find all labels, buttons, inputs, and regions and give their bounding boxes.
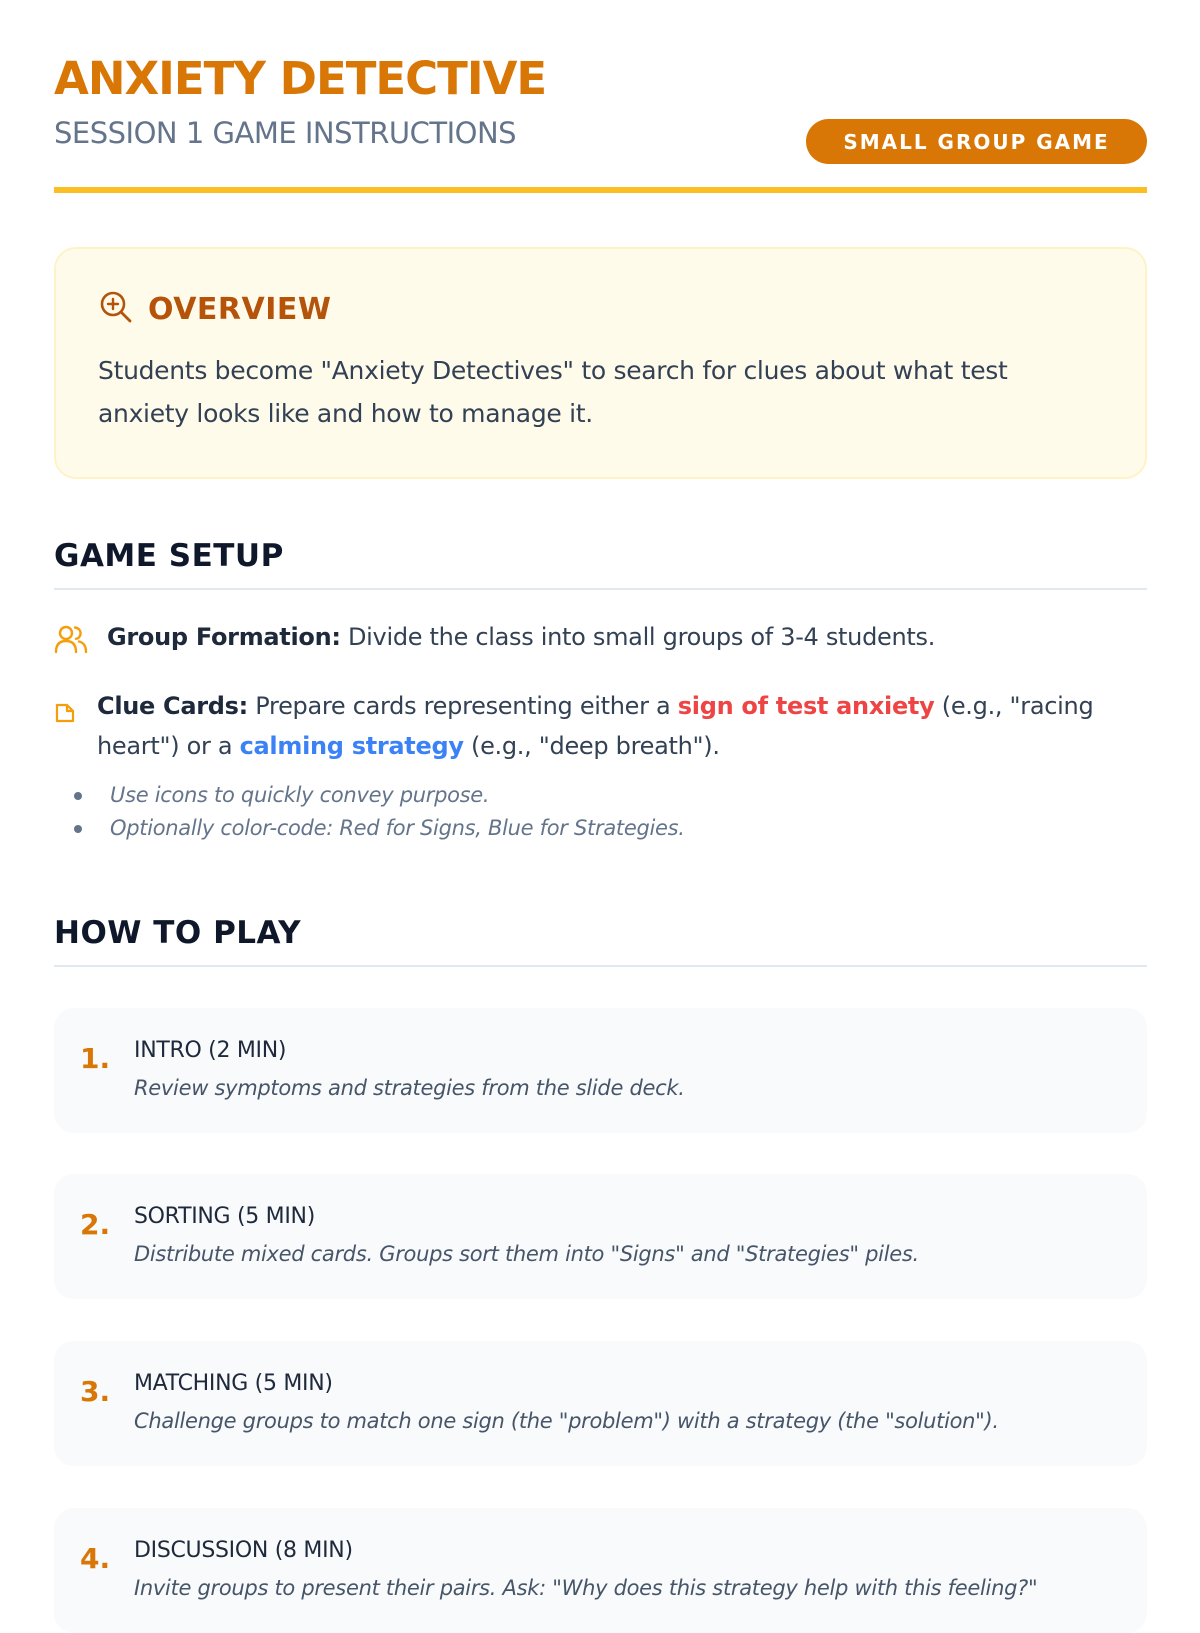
clue-cards-label: Clue Cards:: [97, 692, 248, 720]
step-number: 4.: [80, 1542, 111, 1575]
step-description: Invite groups to present their pairs. Ask: "Why does this strategy help with this feeling?": [134, 1576, 1038, 1600]
group-formation-label: Group Formation:: [107, 623, 341, 651]
users-icon: [54, 623, 88, 667]
magnifier-plus-icon: [98, 289, 134, 329]
overview-title: OVERVIEW: [148, 291, 332, 327]
list-item: Optionally color-code: Red for Signs, Blue for Strategies.: [110, 812, 685, 845]
step-card: [54, 1341, 1147, 1466]
step-number: 3.: [80, 1375, 111, 1408]
group-formation-item: [54, 617, 1147, 657]
strategy-term: calming strategy: [239, 732, 464, 760]
overview-text: Students become "Anxiety Detectives" to search for clues about what test anxiety looks like and how to manage it.: [98, 356, 1008, 428]
clue-cards-item: [54, 686, 1147, 766]
step-description: Challenge groups to match one sign (the "problem") with a strategy (the "solution").: [134, 1409, 999, 1433]
step-title: MATCHING (5 MIN): [134, 1371, 333, 1396]
step-title: SORTING (5 MIN): [134, 1204, 315, 1229]
step-description: Review symptoms and strategies from the slide deck.: [134, 1076, 685, 1100]
step-card: [54, 1508, 1147, 1633]
step-card: [54, 1174, 1147, 1299]
step-card: [54, 1008, 1147, 1133]
list-item: Use icons to quickly convey purpose.: [110, 779, 685, 812]
clue-cards-text-1: Prepare cards representing either a: [247, 692, 678, 720]
sign-term: sign of test anxiety: [677, 692, 935, 720]
overview-header: [98, 289, 1103, 329]
clue-cards-tips: [54, 779, 685, 845]
page: [54, 0, 1147, 1600]
how-to-play-heading: HOW TO PLAY: [54, 918, 1147, 967]
clue-cards-text-2: (e.g., "racing heart") or a: [97, 692, 1094, 760]
step-number: 2.: [80, 1208, 111, 1241]
step-title: INTRO (2 MIN): [134, 1038, 287, 1063]
step-description: Distribute mixed cards. Groups sort them into "Signs" and "Strategies" piles.: [134, 1242, 919, 1266]
page-title: ANXIETY DETECTIVE: [54, 52, 547, 105]
card-icon: [54, 696, 76, 736]
overview-card: [54, 247, 1147, 479]
group-formation-text: Divide the class into small groups of 3-4 students.: [340, 623, 936, 651]
game-setup-heading: GAME SETUP: [54, 541, 1147, 590]
page-subtitle: SESSION 1 GAME INSTRUCTIONS: [54, 116, 517, 150]
clue-cards-text-3: (e.g., "deep breath").: [463, 732, 720, 760]
step-number: 1.: [80, 1042, 111, 1075]
header: [54, 0, 1147, 193]
game-type-badge: SMALL GROUP GAME: [806, 119, 1147, 164]
step-title: DISCUSSION (8 MIN): [134, 1538, 353, 1563]
